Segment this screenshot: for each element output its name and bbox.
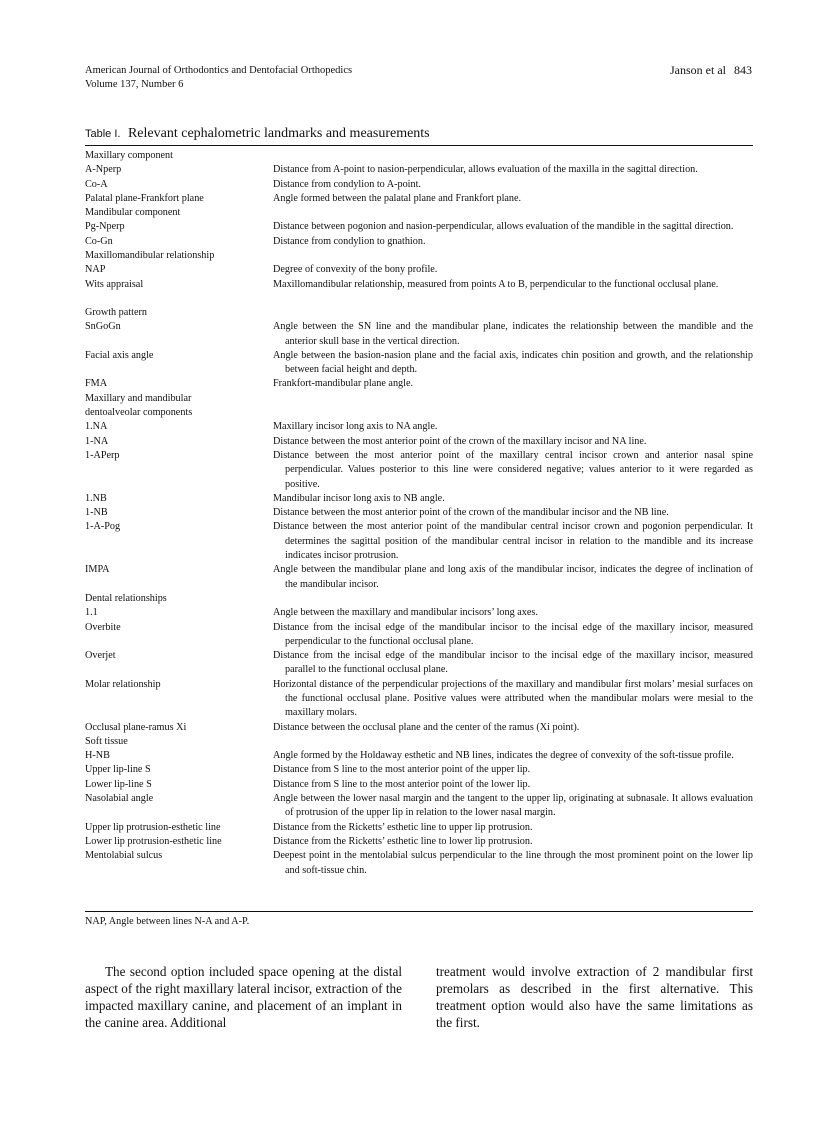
table-row bbox=[85, 778, 753, 792]
measurement-name: Maxillary and mandibular bbox=[85, 392, 192, 404]
measurement-description: Distance from S line to the most anterior point of the upper lip. bbox=[273, 764, 531, 776]
measurement-name: Occlusal plane-ramus Xi bbox=[85, 721, 187, 733]
measurement-name: 1.NA bbox=[85, 421, 108, 433]
measurement-description: Angle between the SN line and the mandibular plane, indicates the relationship between the mandible and the anterior skull base in the vertical direction. bbox=[273, 321, 753, 347]
table-row bbox=[85, 678, 753, 721]
body-column-right: treatment would involve extraction of 2 mandibular first premolars as described in the first alternative. This treatment option would also have the same limitations as the first. bbox=[436, 964, 753, 1030]
measurement-name: SnGoGn bbox=[85, 321, 121, 333]
table-row bbox=[85, 763, 753, 777]
table-row bbox=[85, 377, 753, 391]
measurement-description bbox=[273, 392, 753, 406]
table-row bbox=[85, 178, 753, 192]
measurement-name: 1-NB bbox=[85, 507, 108, 519]
table-row bbox=[85, 492, 753, 506]
table-row bbox=[85, 149, 753, 163]
measurement-description: Maxillomandibular relationship, measured from points A to B, perpendicular to the functional occlusal plane. bbox=[273, 278, 719, 290]
measurement-description: Mandibular incisor long axis to NB angle. bbox=[273, 492, 445, 504]
measurement-description: Deepest point in the mentolabial sulcus perpendicular to the line through the most prominent point on the lower lip and soft-tissue chin. bbox=[273, 850, 753, 876]
table-row bbox=[85, 749, 753, 763]
measurement-description: Angle between the mandibular plane and long axis of the mandibular incisor, indicates the degree of inclination of the mandibular incisor. bbox=[273, 564, 753, 590]
table-row bbox=[85, 220, 753, 234]
table-title: Relevant cephalometric landmarks and measurements bbox=[127, 126, 430, 141]
page-number: 843 bbox=[734, 63, 752, 77]
measurement-description: Distance from S line to the most anterior point of the lower lip. bbox=[273, 778, 531, 790]
table-row bbox=[85, 835, 753, 849]
measurement-description: Angle formed by the Holdaway esthetic and NB lines, indicates the degree of convexity of the soft-tissue profile. bbox=[273, 750, 734, 762]
measurement-name: Mentolabial sulcus bbox=[85, 850, 163, 862]
page-header-right bbox=[670, 63, 752, 78]
table-row bbox=[85, 621, 753, 650]
table-row bbox=[85, 349, 753, 378]
measurement-description bbox=[273, 206, 753, 220]
table-label: Table I. bbox=[85, 128, 121, 140]
measurement-description: Distance from the incisal edge of the mandibular incisor to the incisal edge of the maxillary incisor, measured parallel to the functional occlusal plane. bbox=[273, 650, 753, 676]
measurement-name: Co-Gn bbox=[85, 235, 113, 247]
measurement-name: A-Nperp bbox=[85, 164, 122, 176]
measurement-description: Distance from the Ricketts’ esthetic line to lower lip protrusion. bbox=[273, 835, 533, 847]
measurements-table bbox=[85, 149, 753, 878]
measurement-name: Soft tissue bbox=[85, 735, 128, 747]
table-row bbox=[85, 849, 753, 878]
measurement-description: Frankfort-mandibular plane angle. bbox=[273, 378, 414, 390]
measurement-description: Horizontal distance of the perpendicular projections of the maxillary and mandibular first molars’ mesial surfaces on the functional occlusal plane. Positive values were attributed when the mandibular molars were mesial to the maxillary molars. bbox=[273, 678, 753, 719]
measurement-name: 1-A-Pog bbox=[85, 521, 121, 533]
table-row bbox=[85, 520, 753, 563]
measurement-name: Mandibular component bbox=[85, 207, 181, 219]
measurement-name: Facial axis angle bbox=[85, 349, 154, 361]
table-row bbox=[85, 420, 753, 434]
measurement-name: Molar relationship bbox=[85, 678, 161, 690]
measurement-name: Maxillomandibular relationship bbox=[85, 250, 215, 262]
table-row bbox=[85, 821, 753, 835]
measurement-name: Dental relationships bbox=[85, 592, 167, 604]
table-row bbox=[85, 506, 753, 520]
measurement-description: Distance between the occlusal plane and the center of the ramus (Xi point). bbox=[273, 721, 580, 733]
table-row bbox=[85, 292, 753, 306]
table-row bbox=[85, 278, 753, 292]
measurement-name: Lower lip-line S bbox=[85, 778, 152, 790]
measurement-name: 1.NB bbox=[85, 492, 107, 504]
table-row bbox=[85, 592, 753, 606]
table-row bbox=[85, 163, 753, 177]
measurement-name: Overjet bbox=[85, 650, 116, 662]
table-row bbox=[85, 649, 753, 678]
table-footnote: NAP, Angle between lines N-A and A-P. bbox=[85, 916, 250, 927]
journal-title: American Journal of Orthodontics and Dentofacial Orthopedics bbox=[85, 65, 353, 76]
table-row bbox=[85, 449, 753, 492]
authors: Janson et al bbox=[670, 63, 726, 77]
table-caption bbox=[85, 126, 753, 142]
measurement-name: dentoalveolar components bbox=[85, 407, 193, 419]
measurement-name: Maxillary component bbox=[85, 150, 173, 161]
measurement-description bbox=[273, 735, 753, 749]
measurement-description bbox=[273, 406, 753, 420]
measurement-description bbox=[273, 149, 753, 163]
measurement-name: IMPA bbox=[85, 564, 110, 576]
measurement-description: Degree of convexity of the bony profile. bbox=[273, 264, 438, 276]
measurement-name: Upper lip-line S bbox=[85, 764, 151, 776]
measurement-description: Distance from the Ricketts’ esthetic line to upper lip protrusion. bbox=[273, 821, 533, 833]
table-row bbox=[85, 606, 753, 620]
measurement-description: Angle between the lower nasal margin and the tangent to the upper lip, originating at subnasale. It allows evaluation of protrusion of the upper lip in relation to the lower nasal margin. bbox=[273, 793, 753, 819]
table-row bbox=[85, 235, 753, 249]
measurement-name: Upper lip protrusion-esthetic line bbox=[85, 821, 221, 833]
table-row bbox=[85, 392, 753, 406]
table-row bbox=[85, 192, 753, 206]
measurement-name: Nasolabial angle bbox=[85, 793, 154, 805]
measurement-name: NAP bbox=[85, 264, 106, 276]
measurement-name: Palatal plane-Frankfort plane bbox=[85, 192, 204, 204]
running-header bbox=[85, 64, 352, 92]
measurement-name: 1-APerp bbox=[85, 449, 120, 461]
table-row bbox=[85, 206, 753, 220]
table-row bbox=[85, 320, 753, 349]
measurement-name: H-NB bbox=[85, 750, 110, 762]
table-row bbox=[85, 721, 753, 735]
measurement-description: Distance between pogonion and nasion-perpendicular, allows evaluation of the mandible in the sagittal direction. bbox=[273, 221, 734, 233]
measurement-name: Co-A bbox=[85, 178, 108, 190]
table-row bbox=[85, 792, 753, 821]
measurement-name: 1-NA bbox=[85, 435, 109, 447]
measurement-name: Overbite bbox=[85, 621, 121, 633]
measurement-description bbox=[273, 306, 753, 320]
measurement-description: Distance from A-point to nasion-perpendicular, allows evaluation of the maxilla in the sagittal direction. bbox=[273, 164, 698, 176]
measurement-description: Distance from the incisal edge of the mandibular incisor to the incisal edge of the maxillary incisor, measured perpendicular to the functional occlusal plane. bbox=[273, 621, 753, 647]
table-top-rule bbox=[85, 145, 753, 146]
measurement-name: Lower lip protrusion-esthetic line bbox=[85, 835, 222, 847]
measurement-description: Distance from condylion to A-point. bbox=[273, 178, 421, 190]
table-row bbox=[85, 435, 753, 449]
measurement-name: Pg-Nperp bbox=[85, 221, 125, 233]
measurement-description: Distance between the most anterior point of the crown of the mandibular incisor and the NB line. bbox=[273, 507, 669, 519]
measurement-name: FMA bbox=[85, 378, 108, 390]
measurement-name: Growth pattern bbox=[85, 306, 147, 318]
measurement-description: Distance between the most anterior point of the maxillary central incisor crown and anterior nasal spine perpendicular. Values posterior to this line were considered negative; values anterior to it were regarded as positive. bbox=[273, 449, 753, 490]
volume-info: Volume 137, Number 6 bbox=[85, 79, 184, 90]
measurement-description: Angle formed between the palatal plane and Frankfort plane. bbox=[273, 192, 522, 204]
measurement-name: 1.1 bbox=[85, 607, 98, 619]
measurement-description: Maxillary incisor long axis to NA angle. bbox=[273, 421, 438, 433]
table-row bbox=[85, 263, 753, 277]
table-row bbox=[85, 249, 753, 263]
body-column-left: The second option included space opening at the distal aspect of the right maxillary lateral incisor, extraction of the impacted maxillary canine, and placement of an implant in the canine area. Additional bbox=[85, 964, 402, 1030]
measurement-name: Wits appraisal bbox=[85, 278, 144, 290]
table-row bbox=[85, 735, 753, 749]
measurement-description: Distance between the most anterior point of the mandibular central incisor crown and pogonion perpendicular. It determines the sagittal position of the mandibular central incisor in relation to the mandible and its increase indicates incisor protrusion. bbox=[273, 521, 753, 562]
measurement-description: Distance between the most anterior point of the crown of the maxillary incisor and NA line. bbox=[273, 435, 647, 447]
table-bottom-rule bbox=[85, 911, 753, 912]
table-row bbox=[85, 306, 753, 320]
measurement-description: Angle between the maxillary and mandibular incisors’ long axes. bbox=[273, 607, 538, 619]
table-row bbox=[85, 406, 753, 420]
table-row bbox=[85, 563, 753, 592]
measurement-description: Angle between the basion-nasion plane and the facial axis, indicates chin position and growth, and the relationship between facial height and depth. bbox=[273, 349, 753, 376]
measurement-description bbox=[273, 249, 753, 263]
measurement-description bbox=[273, 592, 753, 606]
measurement-description: Distance from condylion to gnathion. bbox=[273, 235, 426, 247]
